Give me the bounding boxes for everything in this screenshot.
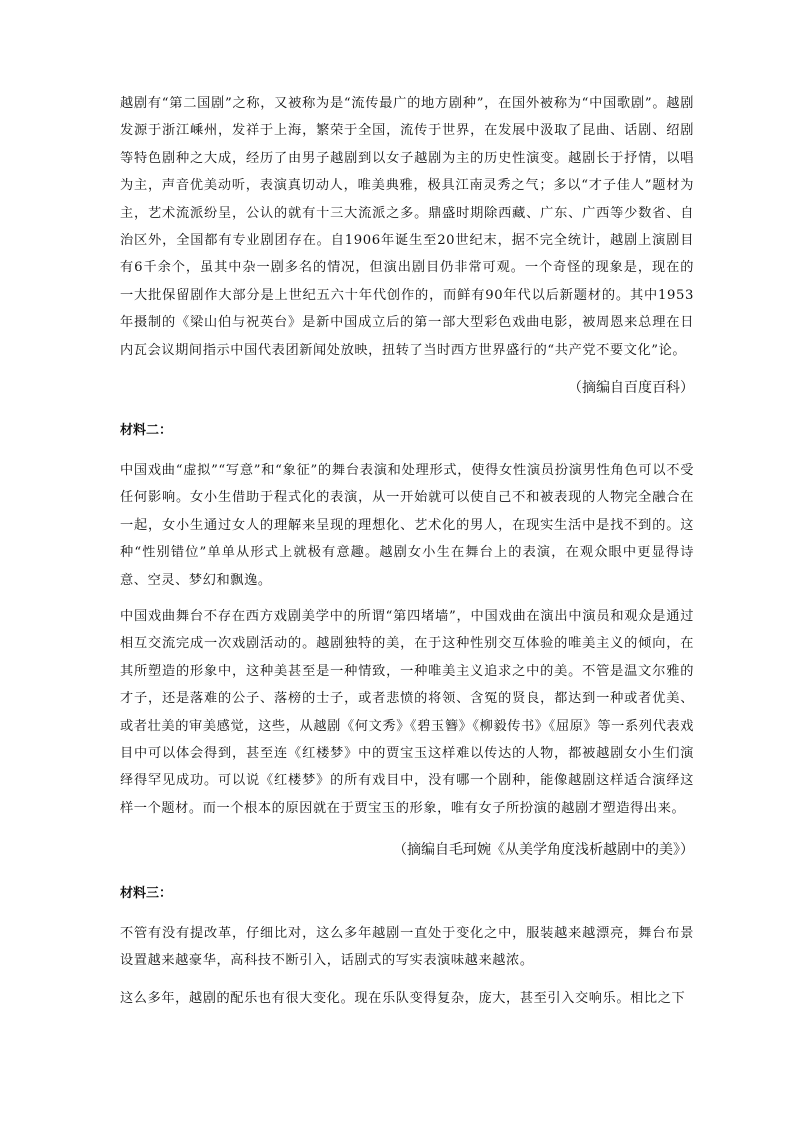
material-two-paragraph-2: 中国戏曲舞台不存在西方戏剧美学中的所谓“第四堵墙”，中国戏曲在演出中演员和观众是通过相互交流完成一次戏剧活动的。越剧独特的美，在于这种性别交互体验的唯美主义的倾向，在其所塑造的形象中，这种美甚至是一种情致，一种唯美主义追求之中的美。不管是温文尔雅的才子，还是落难的公子、落榜的士子，或者悲愤的将领、含冤的贤良，都达到一种或者优美、或者壮美的审美感觉，这些，从越剧《何文秀》《碧玉簪》《柳毅传书》《屈原》等一系列代表戏目中可以体会得到，甚至连《红楼梦》中的贾宝玉这样难以传达的人物，都被越剧女小生们演绎得罕见成功。可以说《红楼梦》的所有戏目中，没有哪一个剧种，能像越剧这样适合演绎这样一个题材。而一个根本的原因就在于贾宝玉的形象，唯有女子所扮演的越剧才塑造得出来。 — [120, 609, 694, 816]
material-two-source: （摘编自毛珂婉《从美学角度浅析越剧中的美》） — [393, 842, 694, 858]
material-one-source: （摘编自百度百科） — [568, 380, 694, 396]
material-one-paragraph: 越剧有“第二国剧”之称，又被称为是“流传最广的地方剧种”，在国外被称为“中国歌剧”。越剧发源于浙江嵊州，发祥于上海，繁荣于全国，流传于世界，在发展中汲取了昆曲、话剧、绍剧等特色剧种之大成，经历了由男子越剧到以女子越剧为主的历史性演变。越剧长于抒情，以唱为主，声音优美动听，表演真切动人，唯美典雅，极具江南灵秀之气；多以“才子佳人”题材为主，艺术流派纷呈，公认的就有十三大流派之多。鼎盛时期除西藏、广东、广西等少数省、自治区外，全国都有专业剧团存在。自1906年诞生至20世纪末，据不完全统计，越剧上演剧目有6千余个，虽其中杂一剧多名的情况，但演出剧目仍非常可观。一个奇怪的现象是，现在的一大批保留剧作大部分是上世纪五六十年代创作的，而鲜有90年代以后新题材的。其中1953年摄制的《梁山伯与祝英台》是新中国成立后的第一部大型彩色戏曲电影，被周恩来总理在日内瓦会议期间指示中国代表团新闻处放映，扭转了当时西方世界盛行的“共产党不要文化”论。 — [120, 96, 694, 358]
material-three-heading: 材料三： — [120, 886, 173, 901]
material-three-paragraph-2: 这么多年，越剧的配乐也有很大变化。现在乐队变得复杂，庞大，甚至引入交响乐。相比之下 — [120, 991, 686, 1006]
material-three-paragraph-1: 不管有没有提改革，仔细比对，这么多年越剧一直处于变化之中，服装越来越漂亮，舞台布景设置越来越豪华，高科技不断引入，话剧式的写实表演味越来越浓。 — [120, 926, 694, 969]
material-two-paragraph-1: 中国戏曲“虚拟”“写意”和“象征”的舞台表演和处理形式，使得女性演员扮演男性角色可以不受任何影响。女小生借助于程式化的表演，从一开始就可以使自己不和被表现的人物完全融合在一起，女小生通过女人的理解来呈现的理想化、艺术化的男人，在现实生活中是找不到的。这种“性别错位”单单从形式上就极有意趣。越剧女小生在舞台上的表演，在观众眼中更显得诗意、空灵、梦幻和飘逸。 — [120, 463, 694, 588]
material-two-heading: 材料二： — [120, 423, 173, 438]
